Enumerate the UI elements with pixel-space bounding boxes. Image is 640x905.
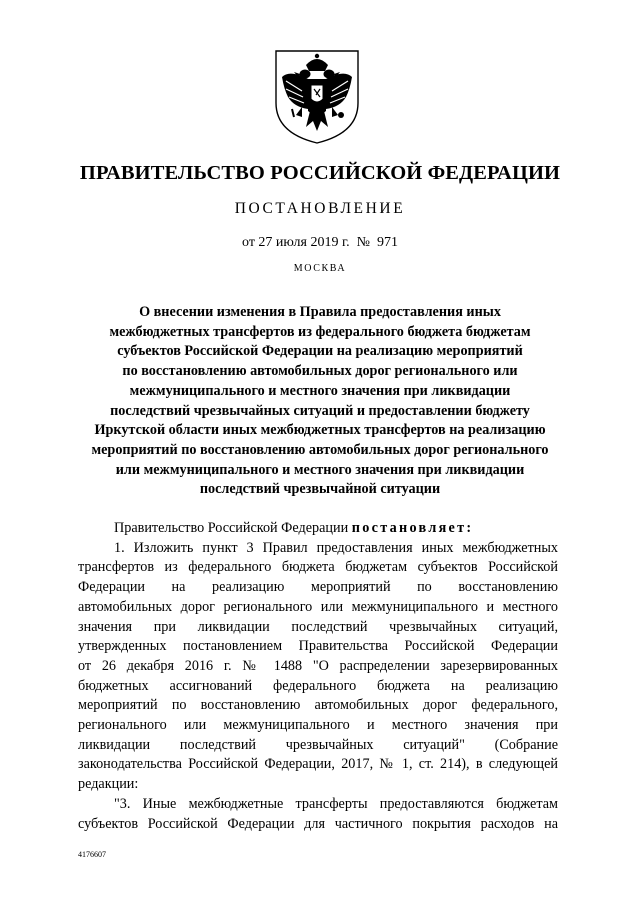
body-line: законодательства Российской Федерации, 2017, № 1, ст. 214), в следующей xyxy=(78,756,558,773)
heading-line: межмуниципального и местного значения при ликвидации xyxy=(129,382,511,399)
body-line: от 26 декабря 2016 г. № 1488 "О распределении зарезервированных xyxy=(78,657,558,674)
government-title: ПРАВИТЕЛЬСТВО РОССИЙСКОЙ ФЕДЕРАЦИИ xyxy=(79,162,561,184)
document-body xyxy=(78,519,558,834)
heading-line: О внесении изменения в Правила предоставления иных xyxy=(139,304,501,320)
intro-paragraph xyxy=(78,519,558,539)
body-line: утвержденных постановлением Правительства Российской Федерации xyxy=(78,638,558,655)
heading-line: Иркутской области иных межбюджетных трансфертов на реализацию xyxy=(94,422,546,439)
body-line: "3. Иные межбюджетные трансферты предоставляются бюджетам xyxy=(114,795,558,812)
heading-line: последствий чрезвычайных ситуаций и предоставлении бюджету xyxy=(110,402,530,419)
body-line: регионального или межмуниципального и местного значения при xyxy=(78,717,558,734)
intro-verb: постановляет: xyxy=(351,520,474,536)
body-line: бюджетных ассигнований федерального бюджета на реализацию xyxy=(78,677,558,694)
heading-line: по восстановлению автомобильных дорог регионального или xyxy=(122,363,518,380)
document-date-number: от 27 июля 2019 г. № 971 xyxy=(242,235,398,250)
intro-text: Правительство Российской Федерации xyxy=(114,520,352,536)
body-line: трансфертов из федерального бюджета бюджетам субъектов Российской xyxy=(78,559,558,576)
body-line: значения при ликвидации последствий чрезвычайных ситуаций, xyxy=(78,618,558,635)
body-line: редакции: xyxy=(78,776,139,793)
body-line: Федерации на реализацию мероприятий по восстановлению xyxy=(78,579,558,596)
body-line: автомобильных дорог регионального или межмуниципального и местного xyxy=(78,598,558,615)
heading-line: последствий чрезвычайной ситуации xyxy=(199,481,441,498)
body-line: 1. Изложить пункт 3 Правил предоставления иных межбюджетных xyxy=(114,539,558,556)
heading-line: межбюджетных трансфертов из федерального бюджета бюджетам xyxy=(109,323,531,340)
document-type: ПОСТАНОВЛЕНИЕ xyxy=(234,200,406,217)
document-city: МОСКВА xyxy=(293,263,347,274)
body-line: мероприятий по восстановлению автомобильных дорог федерального, xyxy=(78,697,558,714)
heading-line: мероприятий по восстановлению автомобильных дорог регионального xyxy=(91,441,549,458)
body-line: ликвидации последствий чрезвычайных ситуаций" (Собрание xyxy=(78,736,558,753)
heading-line: субъектов Российской Федерации на реализацию мероприятий xyxy=(117,343,523,360)
heading-line: или межмуниципального и местного значения при ликвидации xyxy=(115,461,525,478)
russian-coat-of-arms-icon xyxy=(272,47,362,145)
body-line: субъектов Российской Федерации для частичного покрытия расходов на xyxy=(78,815,558,832)
document-heading xyxy=(60,303,580,500)
document-code: 4176607 xyxy=(78,850,106,859)
